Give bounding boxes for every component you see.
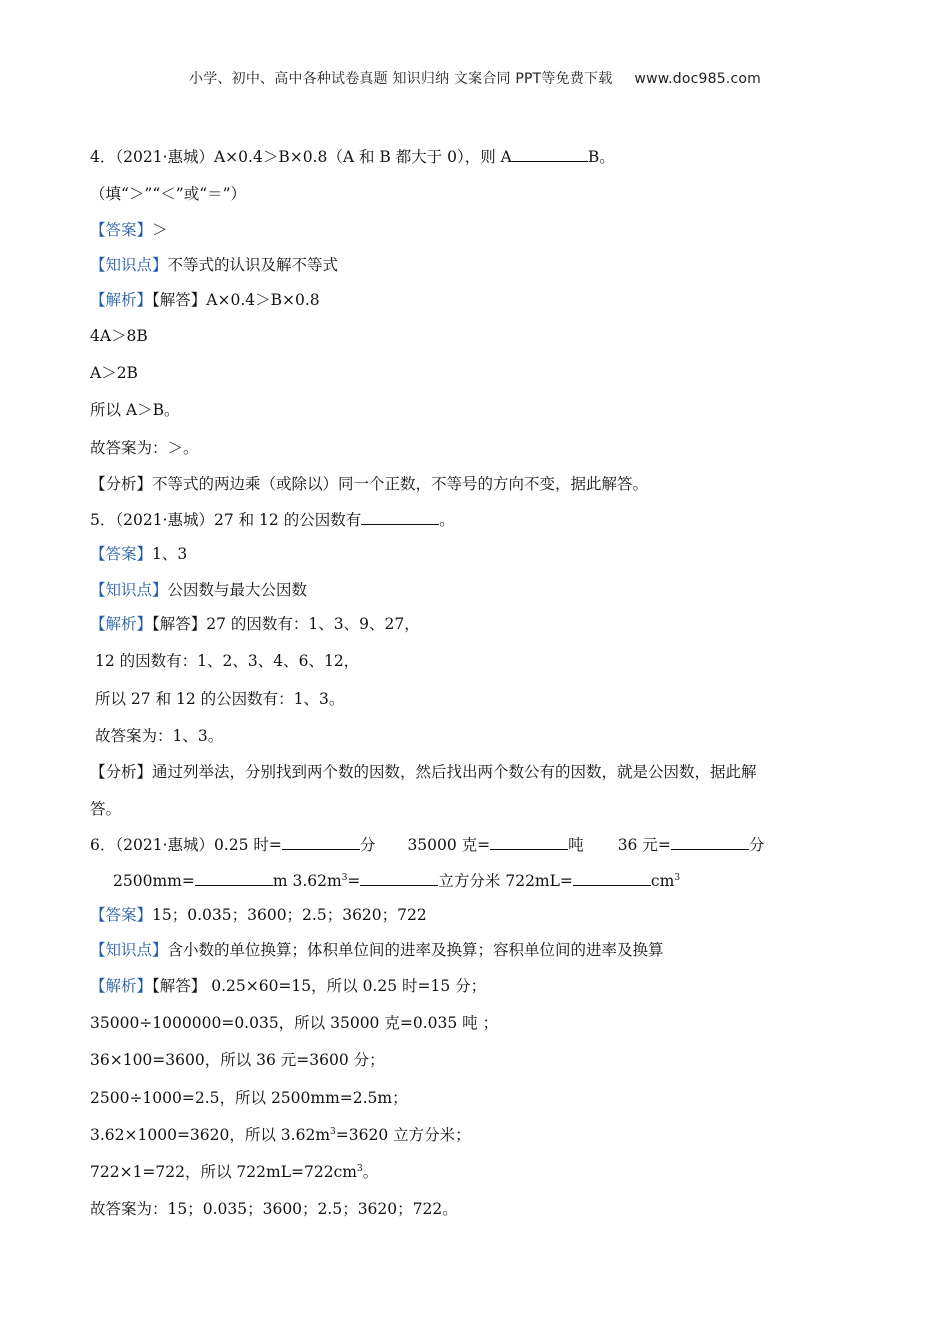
q5-step: 故答案为：1、3。 bbox=[95, 727, 224, 745]
q4-analysis: 【解析】【解答】A×0.4＞B×0.8 bbox=[90, 291, 320, 309]
q6-blank-2 bbox=[490, 834, 568, 850]
q6-step: 2500÷1000=2.5，所以 2500mm=2.5m； bbox=[90, 1089, 408, 1107]
q6-analysis: 【解析】【解答】 0.25×60=15，所以 0.25 时=15 分； bbox=[90, 977, 487, 995]
q4-step: 故答案为：＞。 bbox=[90, 439, 199, 457]
q4-answer: 【答案】＞ bbox=[90, 221, 168, 239]
q6-step: 722×1=722，所以 $722mL=722cm^3$。 bbox=[90, 1163, 379, 1181]
q6-knowledge: 【知识点】含小数的单位换算；体积单位间的进率及换算；容积单位间的进率及换算 bbox=[90, 941, 664, 959]
q6-step: 36×100=3600，所以 36 元=3600 分； bbox=[90, 1051, 385, 1069]
q5-step: 12 的因数有：1、2、3、4、6、12， bbox=[95, 652, 360, 670]
q5-blank bbox=[361, 509, 439, 525]
header-site: www.doc985.com bbox=[634, 71, 761, 87]
q6-final: 故答案为：15；0.035；3600；2.5；3620；722。 bbox=[90, 1200, 458, 1218]
q6-blank-3 bbox=[671, 834, 749, 850]
page-header bbox=[0, 68, 950, 88]
q6-answer: 【答案】15；0.035；3600；2.5；3620；722 bbox=[90, 906, 427, 924]
q6-step: 3.62×1000=3620，所以 $3.62m^3=3620$ 立方分米； bbox=[90, 1126, 471, 1144]
q4-stem-line2: （填“＞”“＜”或“＝”） bbox=[90, 185, 247, 203]
q5-stem: 5．（2021·惠城）27 和 12 的公因数有 。 bbox=[90, 511, 455, 529]
header-text: 小学、初中、高中各种试卷真题 知识归纳 文案合同 PPT等免费下载 bbox=[189, 71, 613, 87]
q6-blank-1 bbox=[282, 834, 360, 850]
q4-step: 所以 A＞B。 bbox=[90, 401, 180, 419]
q6-step: 35000÷1000000=0.035，所以 35000 克=0.035 吨 ； bbox=[90, 1014, 499, 1032]
q6-blank-4 bbox=[195, 870, 273, 886]
q6-blank-6 bbox=[573, 870, 651, 886]
q5-analysis: 【解析】【解答】27 的因数有：1、3、9、27， bbox=[90, 615, 420, 633]
q4-step: 4A＞8B bbox=[90, 327, 148, 345]
q6-stem: 6．（2021·惠城）0.25 时= 分 35000 克= 吨 36 元= 分 bbox=[90, 836, 765, 854]
q5-answer: 【答案】1、3 bbox=[90, 545, 188, 563]
q4-blank bbox=[512, 146, 588, 162]
q6-stem-line2: 2500mm= m $3.62m^3=$ 立方分米 $722mL= cm^3$ bbox=[113, 872, 681, 890]
q4-knowledge: 【知识点】不等式的认识及解不等式 bbox=[90, 256, 339, 274]
q5-fenxi-cont: 答。 bbox=[90, 800, 122, 818]
q4-stem: 4．（2021·惠城）A×0.4＞B×0.8（A 和 B 都大于 0），则 A B。 bbox=[90, 148, 615, 166]
q4-fenxi: 【分析】不等式的两边乘（或除以）同一个正数，不等号的方向不变，据此解答。 bbox=[90, 475, 649, 493]
q5-step: 所以 27 和 12 的公因数有：1、3。 bbox=[95, 690, 345, 708]
q5-fenxi: 【分析】通过列举法，分别找到两个数的因数，然后找出两个数公有的因数，就是公因数，据此解 bbox=[90, 763, 757, 781]
q5-knowledge: 【知识点】公因数与最大公因数 bbox=[90, 581, 308, 599]
q4-step: A＞2B bbox=[90, 364, 138, 382]
q6-blank-5 bbox=[360, 870, 438, 886]
